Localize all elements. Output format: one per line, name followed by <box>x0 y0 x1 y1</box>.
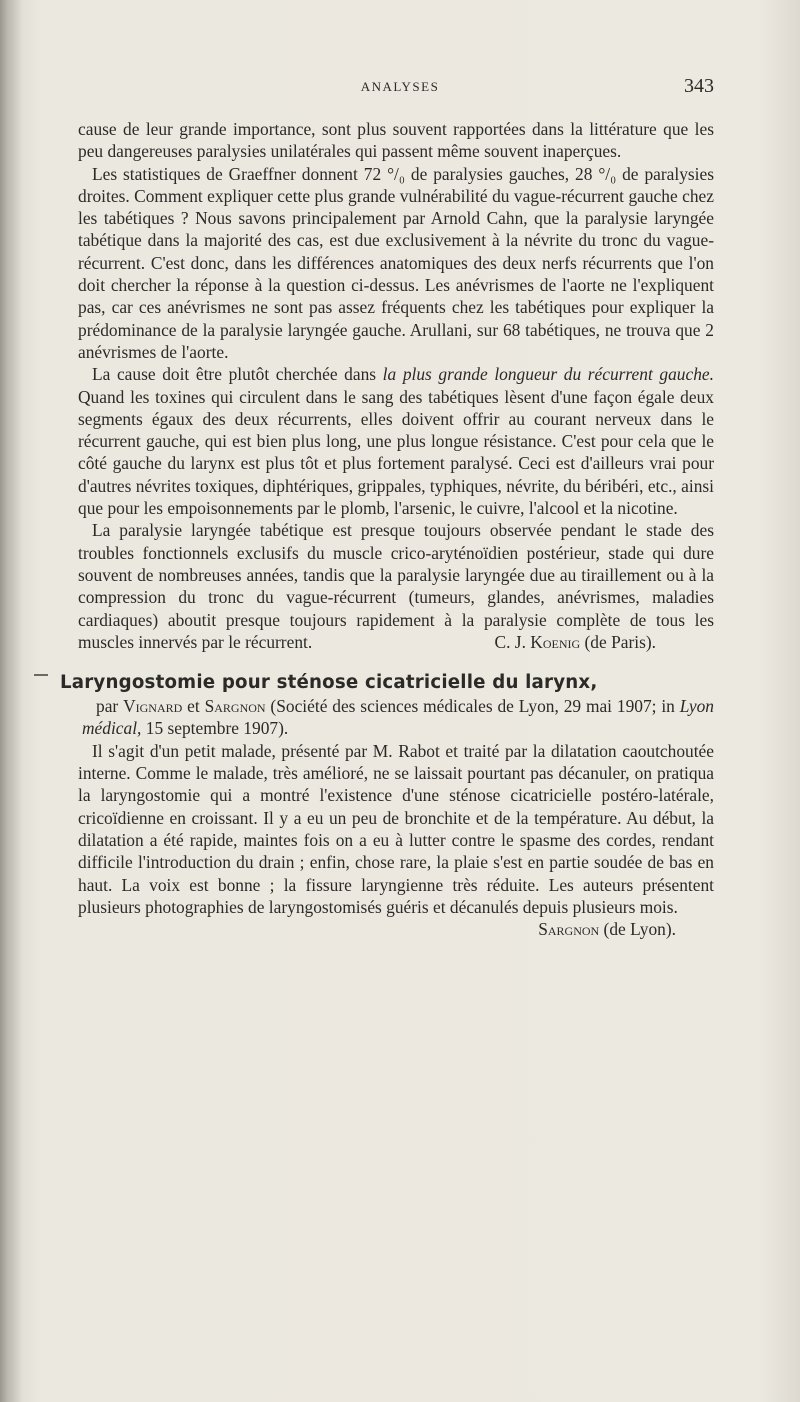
signature <box>524 918 714 940</box>
paragraph <box>78 519 714 653</box>
signature-initials: C. J. <box>494 631 531 652</box>
paragraph-text: Quand les toxines qui circulent dans le sang des tabétiques lèsent d'une façon égale deux segments égaux des deux récurrents, elles doivent offrir au courant nerveux dans le récurrent gauche, qui est bien plus long, une plus longue résistance. C'est pour cela que le côté gauche du larynx est plus tôt et plus fortement paralysé. Ceci est d'ailleurs vrai pour d'autres névrites toxiques, diphtériques, grippales, typhiques, névrite, du béribéri, etc., ainsi que pour les empoisonnements par le plomb, l'arsenic, le cuivre, l'alcool et la nicotine. <box>78 386 714 519</box>
paragraph-text: La paralysie laryngée tabétique est presque toujours observée pendant le stade des troubles fonctionnels exclusifs du muscle crico-aryténoïdien postérieur, stade qui dure souvent de nombreuses années, tandis que la paralysie laryngée due au tiraillement ou à la compression du tronc du vague-récurrent (tumeurs, glandes, anévrismes, maladies cardiaques) aboutit presque toujours rapidement à la paralysie complète de tous les muscles innervés par le récurrent. <box>78 520 714 652</box>
author-name: Vignard <box>123 696 183 717</box>
running-head: ANALYSES <box>360 79 440 94</box>
article-citation <box>78 695 714 740</box>
paragraph <box>78 740 714 940</box>
emphasis-text: la plus grande longueur du récurrent gauche. <box>382 364 714 385</box>
paragraph <box>78 363 714 519</box>
page-number: 343 <box>684 75 714 97</box>
citation-text: (Société des sciences médicales de Lyon, 29 mai 1907; in <box>265 696 680 717</box>
signature-place: (de Lyon). <box>599 919 676 940</box>
author-name: Sargnon <box>204 696 266 717</box>
journal-name: Lyon médical, <box>82 696 714 739</box>
citation-text: par <box>96 696 124 717</box>
page-header <box>80 75 720 99</box>
citation-text: et <box>182 696 205 717</box>
paragraph-text: Il s'agit d'un petit malade, présenté par M. Rabot et traité par la dilatation caoutchoutée interne. Comme le malade, très amélioré, ne se laissait pourtant pas décanuler, on pratiqua la laryngostomie qui a montré l'existence d'une sténose cicatricielle postéro-latérale, cricoïdienne en croissant. Il y a eu un peu de bronchite et de la température. Au début, la dilatation a été rapide, maintes fois on a eu à lutter contre le spasme des cordes, rendant difficile l'introduction du drain ; enfin, chose rare, la plaie s'est en partie soudée de bas en haut. La voix est bonne ; la fissure laryngienne très réduite. Les auteurs présentent plusieurs photographies de laryngostomisés guéris et décanulés depuis plusieurs mois. <box>78 740 714 917</box>
citation-text: 15 septembre 1907). <box>141 718 289 739</box>
signature-name: Koenig <box>530 631 581 652</box>
article-title: Laryngostomie pour sténose cicatricielle du larynx, <box>60 672 598 694</box>
page-body <box>60 118 714 940</box>
book-spine-shadow <box>0 0 22 1402</box>
signature-place: (de Paris). <box>580 631 656 652</box>
signature <box>481 631 714 653</box>
signature-name: Sargnon <box>538 919 600 940</box>
paragraph-text: La cause doit être plutôt cherchée dans <box>92 364 383 385</box>
paragraph: cause de leur grande importance, sont plus souvent rapportées dans la littérature que les peu dangereuses paralysies unilatérales qui passent même souvent inaperçues. <box>78 119 714 162</box>
margin-mark <box>34 674 48 676</box>
paragraph: Les statistiques de Graeffner donnent 72 °/₀ de paralysies gauches, 28 °/₀ de paralysies droites. Comment expliquer cette plus grande vulnérabilité du vague-récurrent gauche chez les tabétiques ? Nous savons principalement par Arnold Cahn, que la paralysie laryngée tabétique dans la majorité des cas, est due exclusivement à la névrite du tronc du vague-récurrent. C'est donc, dans les différences anatomiques des deux nerfs récurrents que l'on doit chercher la réponse à la question ci-dessus. Les anévrismes de l'aorte ne l'expliquent pas, car ces anévrismes ne sont pas assez fréquents chez les tabétiques pour expliquer la prédominance de la paralysie laryngée gauche. Arullani, sur 68 tabétiques, ne trouva que 2 anévrismes de l'aorte. <box>78 163 714 362</box>
